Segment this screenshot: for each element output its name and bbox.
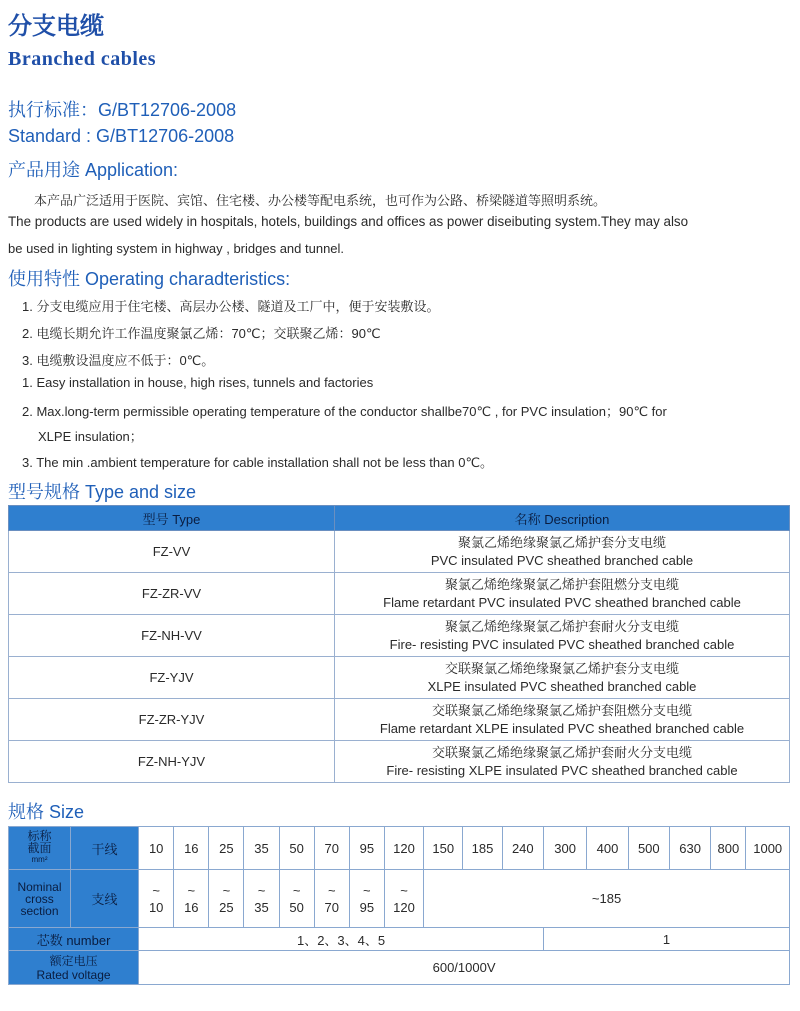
type-cell: FZ-ZR-YJV [9,699,335,741]
label-en-line-2: cross [25,891,54,906]
main-value: 800 [711,827,746,870]
description-cell [335,615,790,657]
branch-number: 10 [148,899,164,915]
page-title-en: Branched cables [8,48,157,70]
branch-number: 25 [219,899,234,915]
main-value: 185 [463,827,502,870]
main-value: 240 [502,827,543,870]
application-text-en-1: The products are used widely in hospitals, hotels, buildings and offices as power diseibuting system.They may also [8,214,689,229]
branch-value [174,870,209,928]
table-row [9,699,790,741]
nominal-section-label-zh [9,827,71,870]
description-zh: 交联聚氯乙烯绝缘聚氯乙烯护套分支电缆 [444,660,679,676]
main-value: 400 [587,827,628,870]
type-table [8,505,790,783]
nominal-section-label-en [9,870,71,928]
application-heading: 产品用途 Application: [8,160,179,180]
branch-value [314,870,349,928]
cores-large-value: 1 [543,928,789,951]
application-text-en-2: be used in lighting system in highway , bridges and tunnel. [8,241,345,256]
main-value: 120 [384,827,423,870]
tilde: ~ [257,882,266,898]
branch-number: 35 [254,899,269,915]
description-cell [335,657,790,699]
main-value: 35 [244,827,279,870]
tilde: ~ [363,882,371,898]
main-value: 300 [543,827,586,870]
type-cell: FZ-VV [9,531,335,573]
standard-zh: 执行标准：G/BT12706-2008 [8,100,237,120]
branch-number: 70 [324,899,339,915]
operating-item-zh-2: 2. 电缆长期允许工作温度聚氯乙烯：70℃；交联聚乙烯：90℃ [22,326,381,341]
branch-number: 120 [393,899,415,915]
branch-value [139,870,174,928]
tilde: ~ [187,882,196,898]
main-value: 500 [628,827,669,870]
label-en-line-1: Nominal [17,879,62,894]
type-cell: FZ-YJV [9,657,335,699]
table-row [9,531,790,573]
description-en: PVC insulated PVC sheathed branched cable [430,552,694,568]
description-en: XLPE insulated PVC sheathed branched cable [427,678,697,694]
branch-rest-value: ~185 [424,870,790,928]
label-en-line-3: section [20,903,59,918]
description-cell [335,573,790,615]
type-size-heading: 型号规格 Type and size [8,482,197,502]
voltage-label-zh: 额定电压 [49,953,98,968]
description-en: Fire- resisting PVC insulated PVC sheathed branched cable [389,636,735,652]
branch-value [279,870,314,928]
tilde: ~ [292,882,301,898]
tilde: ~ [222,882,231,898]
main-value: 25 [209,827,244,870]
table-row [9,573,790,615]
operating-item-zh-3: 3. 电缆敷设温度应不低于：0℃。 [22,353,215,368]
rated-voltage-label [9,951,139,985]
main-line-label: 干线 [70,827,138,870]
operating-item-en-3: 3. The min .ambient temperature for cable installation shall not be less than 0℃。 [22,455,494,470]
branch-number: 95 [359,899,375,915]
tilde: ~ [327,882,336,898]
branch-line-label: 支线 [70,870,138,928]
description-cell [335,699,790,741]
standard-en: Standard : G/BT12706-2008 [8,126,235,146]
main-value: 10 [139,827,174,870]
voltage-label-en: Rated voltage [36,967,111,982]
branch-value [209,870,244,928]
rated-voltage-value: 600/1000V [139,951,790,985]
table-row [9,741,790,783]
operating-item-en-1: 1. Easy installation in house, high rises, tunnels and factories [22,375,374,390]
description-en: Fire- resisting XLPE insulated PVC sheathed branched cable [386,762,738,778]
type-cell: FZ-NH-YJV [9,741,335,783]
description-zh: 交联聚氯乙烯绝缘聚氯乙烯护套耐火分支电缆 [431,744,692,760]
operating-item-zh-1: 1. 分支电缆应用于住宅楼、高层办公楼、隧道及工厂中，便于安装敷设。 [22,299,440,314]
description-zh: 聚氯乙烯绝缘聚氯乙烯护套分支电缆 [457,534,666,550]
description-cell [335,531,790,573]
table-row [9,615,790,657]
operating-heading: 使用特性 Operating charadteristics: [8,269,291,289]
table-row [9,657,790,699]
size-heading: 规格 Size [8,802,85,822]
main-value: 16 [174,827,209,870]
operating-item-en-2: 2. Max.long-term permissible operating temperature of the conductor shallbe70℃ , for PVC insulation；90℃ for [22,404,667,419]
branch-value [349,870,384,928]
type-cell: FZ-NH-VV [9,615,335,657]
branch-value [384,870,423,928]
branch-number: 16 [184,899,199,915]
description-cell [335,741,790,783]
page-title-zh: 分支电缆 [8,11,104,40]
description-zh: 交联聚氯乙烯绝缘聚氯乙烯护套阻燃分支电缆 [431,702,692,718]
operating-item-en-2-cont: XLPE insulation； [38,429,143,444]
description-en: Flame retardant PVC insulated PVC sheathed branched cable [383,594,741,610]
branch-value [244,870,279,928]
tilde: ~ [400,882,408,898]
branch-number: 50 [289,899,304,915]
application-text-zh: 本产品广泛适用于医院、宾馆、住宅楼、办公楼等配电系统，也可作为公路、桥梁隧道等照明系统。 [34,193,607,208]
type-column-header: 型号 Type [9,506,335,531]
description-zh: 聚氯乙烯绝缘聚氯乙烯护套耐火分支电缆 [444,618,679,634]
label-zh-line-2: 截面 [27,841,52,855]
description-column-header: 名称 Description [335,506,790,531]
description-en: Flame retardant XLPE insulated PVC sheathed branched cable [379,720,745,736]
main-value: 95 [349,827,384,870]
size-table [8,826,790,985]
label-zh-line-1: 标称 [27,829,52,843]
main-value: 70 [314,827,349,870]
tilde: ~ [152,882,160,898]
main-value: 1000 [746,827,790,870]
cores-small-value: 1、2、3、4、5 [139,928,544,951]
type-cell: FZ-ZR-VV [9,573,335,615]
main-value: 150 [424,827,463,870]
description-zh: 聚氯乙烯绝缘聚氯乙烯护套阻燃分支电缆 [444,576,679,592]
main-value: 630 [669,827,710,870]
cores-label: 芯数 number [9,928,139,951]
label-unit: mm² [31,855,48,864]
main-value: 50 [279,827,314,870]
